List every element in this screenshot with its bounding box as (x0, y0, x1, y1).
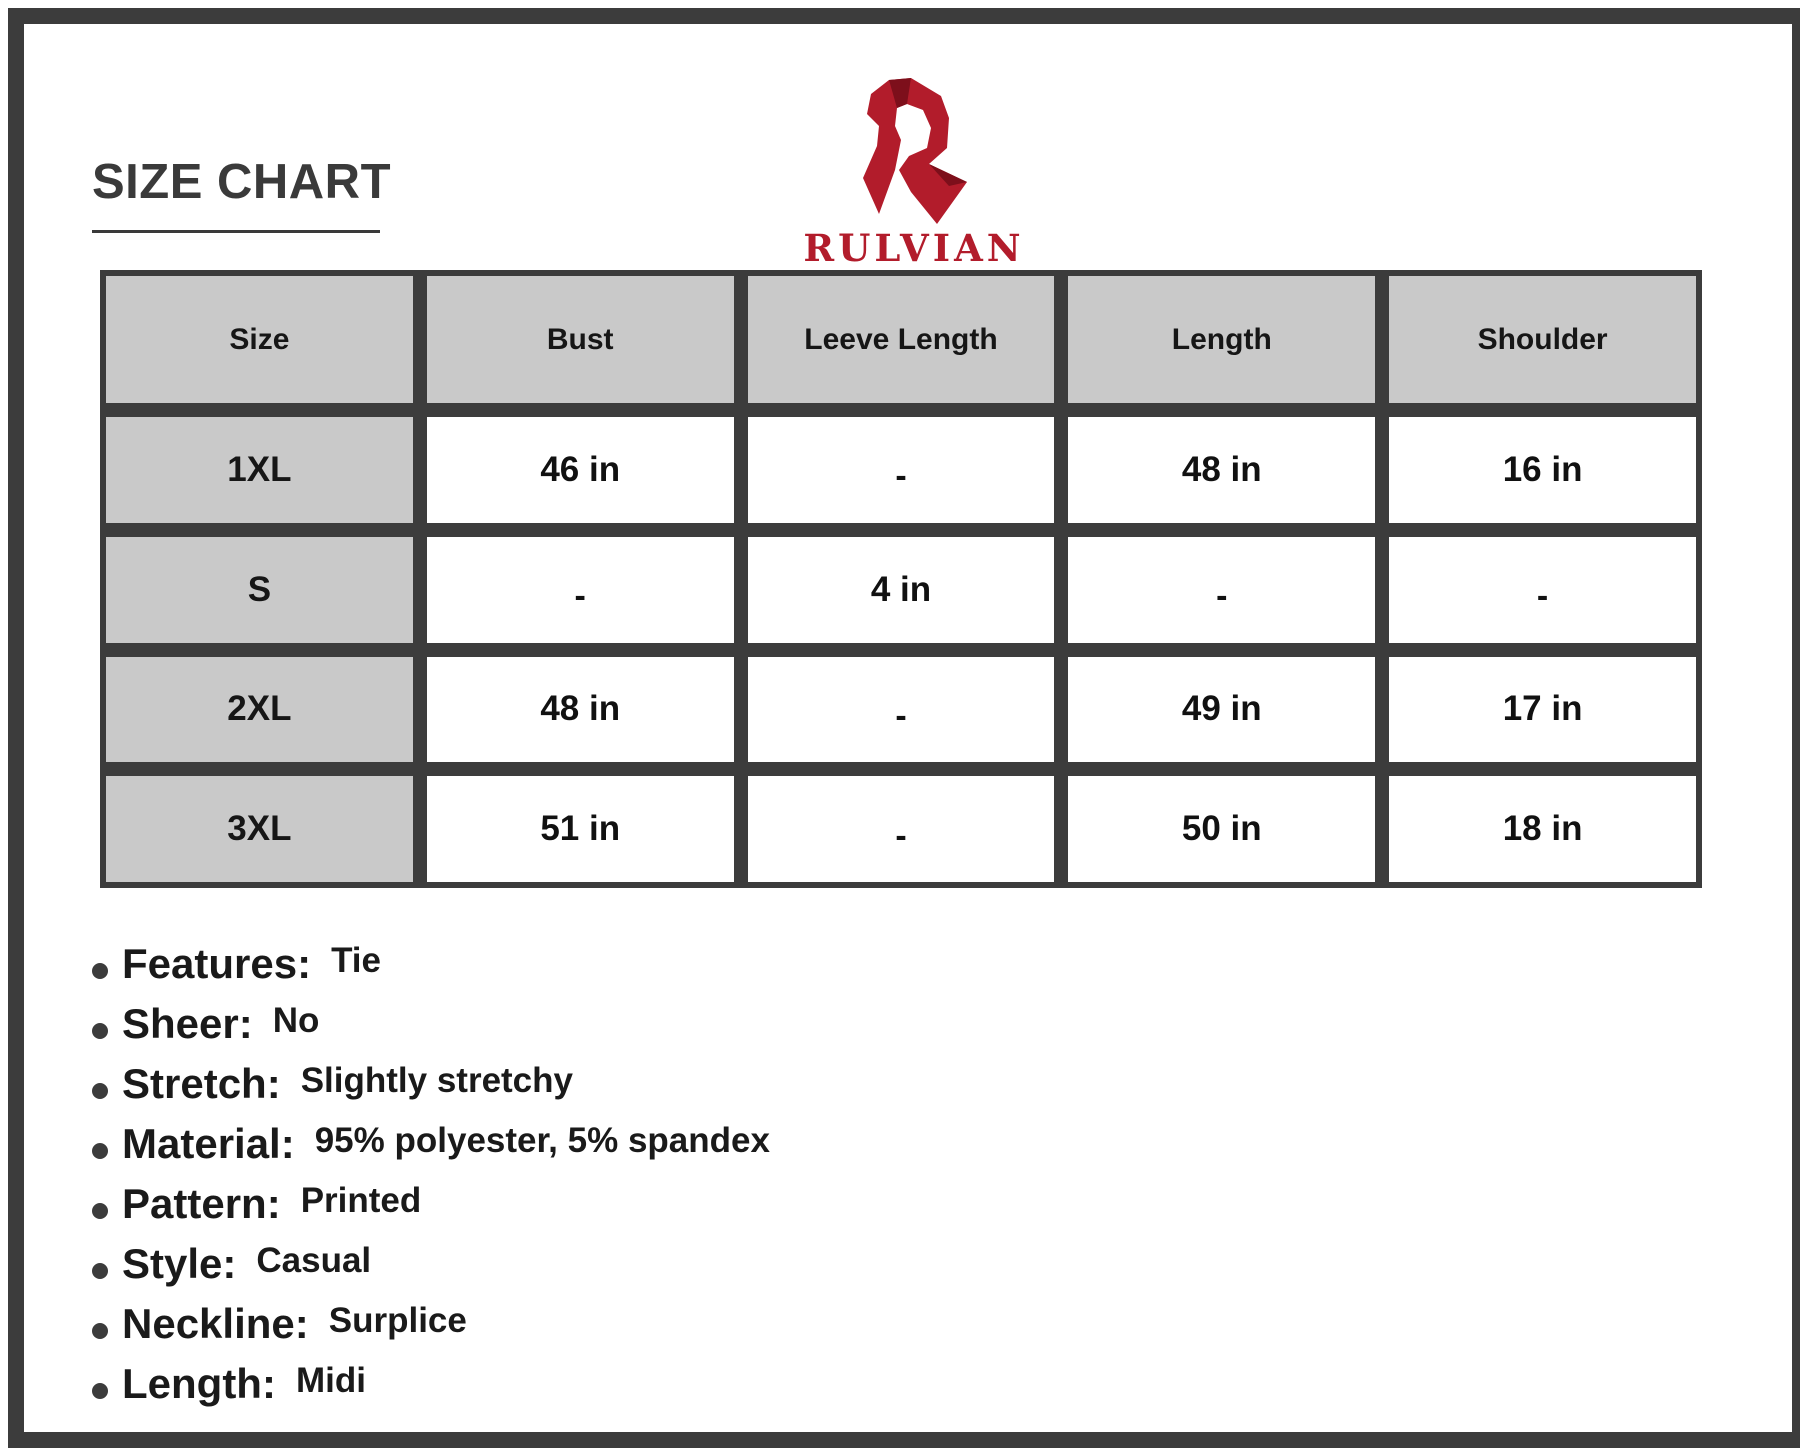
size-label-cell: 3XL (106, 776, 413, 882)
column-header: Leeve Length (748, 276, 1055, 403)
measurement-cell: 51 in (427, 776, 734, 882)
spec-item (92, 1240, 770, 1300)
spec-value: Surplice (328, 1301, 467, 1340)
spec-item (92, 1060, 770, 1120)
measurement-cell: - (748, 776, 1055, 882)
measurement-cell: 46 in (427, 417, 734, 523)
measurement-cell: 18 in (1389, 776, 1696, 882)
spec-item (92, 1000, 770, 1060)
spec-label: Neckline: (122, 1300, 309, 1347)
spec-item (92, 1360, 770, 1420)
bullet-icon (92, 1383, 108, 1399)
spec-label: Pattern: (122, 1180, 281, 1227)
measurement-cell: 48 in (427, 657, 734, 763)
bullet-icon (92, 963, 108, 979)
spec-item (92, 1300, 770, 1360)
measurement-cell: - (748, 657, 1055, 763)
size-label-cell: S (106, 537, 413, 643)
spec-value: Slightly stretchy (300, 1061, 573, 1100)
column-header: Bust (427, 276, 734, 403)
measurement-cell: - (1389, 537, 1696, 643)
column-header: Length (1068, 276, 1375, 403)
measurement-cell: 48 in (1068, 417, 1375, 523)
spec-label: Sheer: (122, 1000, 253, 1047)
title-underline (92, 230, 380, 233)
bullet-icon (92, 1263, 108, 1279)
bullet-icon (92, 1023, 108, 1039)
measurement-cell: 4 in (748, 537, 1055, 643)
size-table-grid (106, 276, 1696, 882)
column-header: Shoulder (1389, 276, 1696, 403)
bullet-icon (92, 1203, 108, 1219)
size-label-cell: 1XL (106, 417, 413, 523)
spec-list (92, 940, 770, 1420)
brand-logo (784, 74, 1044, 274)
spec-label: Features: (122, 940, 312, 987)
measurement-cell: - (1068, 537, 1375, 643)
page-title: SIZE CHART (92, 155, 391, 209)
bullet-icon (92, 1323, 108, 1339)
spec-label: Material: (122, 1120, 295, 1167)
spec-label: Length: (122, 1360, 276, 1407)
spec-value: Printed (300, 1181, 422, 1220)
measurement-cell: 50 in (1068, 776, 1375, 882)
rulvian-r-logo-icon (849, 74, 979, 224)
measurement-cell: - (748, 417, 1055, 523)
bullet-icon (92, 1143, 108, 1159)
column-header: Size (106, 276, 413, 403)
size-label-cell: 2XL (106, 657, 413, 763)
bullet-icon (92, 1083, 108, 1099)
spec-item (92, 940, 770, 1000)
measurement-cell: - (427, 537, 734, 643)
spec-item (92, 1120, 770, 1180)
measurement-cell: 49 in (1068, 657, 1375, 763)
measurement-cell: 16 in (1389, 417, 1696, 523)
measurement-cell: 17 in (1389, 657, 1696, 763)
spec-label: Stretch: (122, 1060, 281, 1107)
spec-value: No (272, 1001, 320, 1040)
spec-item (92, 1180, 770, 1240)
spec-value: Tie (331, 941, 381, 980)
spec-value: 95% polyester, 5% spandex (314, 1121, 770, 1160)
spec-value: Casual (256, 1241, 372, 1280)
brand-name: RULVIAN (803, 226, 1025, 270)
spec-label: Style: (122, 1240, 237, 1287)
spec-value: Midi (295, 1361, 366, 1400)
page-frame (8, 8, 1800, 1448)
size-table (100, 270, 1702, 888)
